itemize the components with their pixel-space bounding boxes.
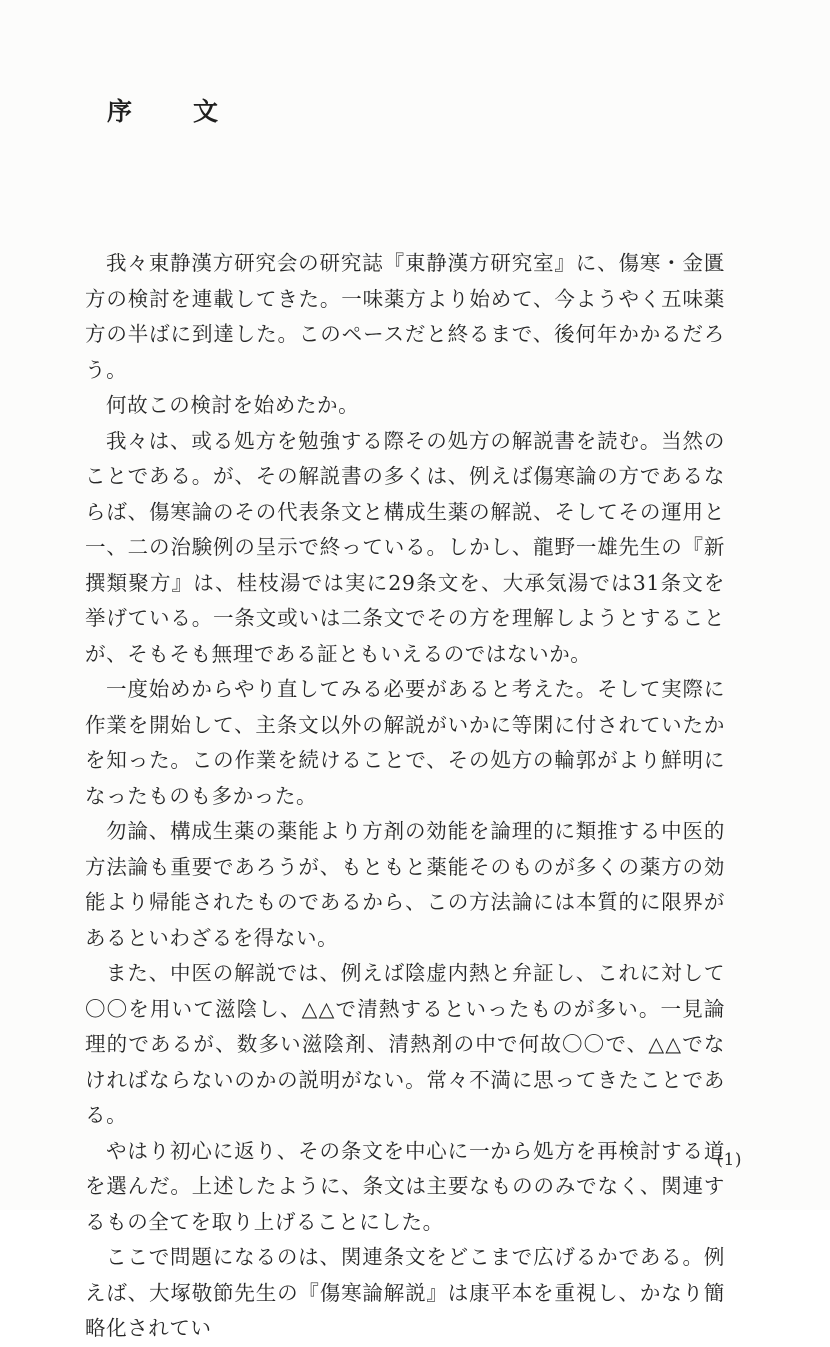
body-text: [85, 246, 725, 1347]
page-number: (1): [716, 1150, 742, 1170]
paragraph: 一度始めからやり直してみる必要があると考えた。そして実際に作業を開始して、主条文以外の解説がいかに等閑に付されていたかを知った。この作業を続けることで、その処方の輪郭がより鮮明になったものも多かった。: [85, 677, 725, 808]
paragraph: 勿論、構成生薬の薬能より方剤の効能を論理的に類推する中医的方法論も重要であろうが、もともと薬能そのものが多くの薬方の効能より帰能されたものであるから、この方法論には本質的に限界があるといわざるを得ない。: [85, 819, 725, 950]
page-content: [85, 70, 725, 1347]
paragraph: やはり初心に返り、その条文を中心に一から処方を再検討する道を選んだ。上述したように、条文は主要なもののみでなく、関連するもの全てを取り上げることにした。: [85, 1138, 725, 1234]
paragraph: ここで問題になるのは、関連条文をどこまで広げるかである。例えば、大塚敬節先生の『傷寒論解説』は康平本を重視し、かなり簡略化されてい: [85, 1245, 725, 1340]
paragraph: 我々東静漢方研究会の研究誌『東静漢方研究室』に、傷寒・金匱方の検討を連載してきた。一味薬方より始めて、今ようやく五味薬方の半ばに到達した。このペースだと終るまで、後何年かかるだろう。: [85, 251, 725, 382]
paragraph: 何故この検討を始めたか。: [106, 393, 360, 417]
paragraph: 我々は、或る処方を勉強する際その処方の解説書を読む。当然のことである。が、その解説書の多くは、例えば傷寒論の方であるならば、傷寒論のその代表条文と構成生薬の解説、そしてその運用と一、二の治験例の呈示で終っている。しかし、龍野一雄先生の『新撰類聚方』は、桂枝湯では実に29条文を、大承気湯では31条文を挙げている。一条文或いは二条文でその方を理解しようとすることが、そもそも無理である証ともいえるのではないか。: [85, 428, 725, 666]
page-title: 序 文: [107, 97, 237, 126]
paragraph: また、中医の解説では、例えば陰虚内熱と弁証し、これに対して〇〇を用いて滋陰し、△△で清熱するといったものが多い。一見論理的であるが、数多い滋陰剤、清熱剤の中で何故〇〇で、△△でなければならないのかの説明がない。常々不満に思ってきたことである。: [85, 961, 725, 1127]
